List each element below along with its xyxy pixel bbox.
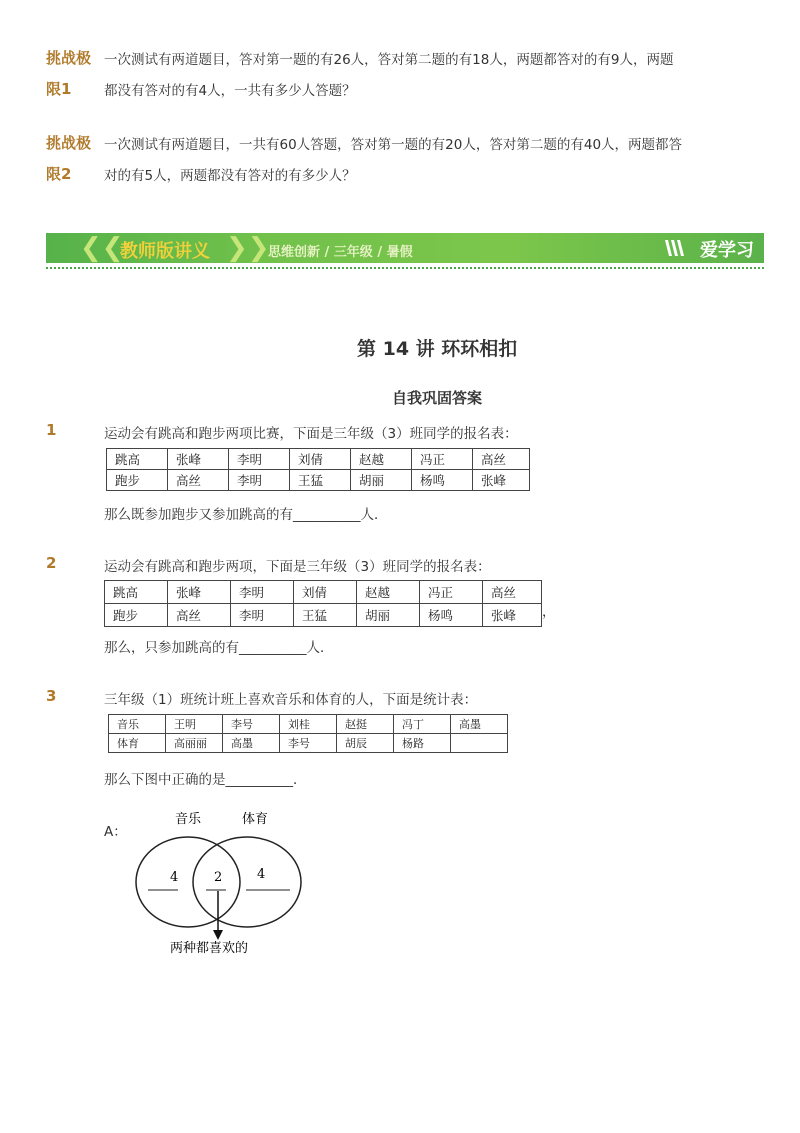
- question-prompt: 三年级（1）班统计班上喜欢音乐和体育的人，下面是统计表：: [104, 692, 478, 708]
- table-cell: 李号: [280, 734, 337, 753]
- music-circle: [136, 837, 240, 927]
- table-cell: 高丝: [473, 449, 530, 470]
- challenge-tag: 挑战极: [46, 134, 92, 152]
- question-number: 3: [46, 687, 57, 705]
- table-row: [109, 734, 508, 753]
- table-cell: 高墨: [223, 734, 280, 753]
- challenge-text: 都没有答对的有4人，一共有多少人答题？: [104, 83, 356, 99]
- table-cell: 高丝: [483, 581, 542, 604]
- banner-title: 教师版讲义: [120, 241, 210, 262]
- challenge-tag: 挑战极: [46, 49, 92, 67]
- table-cell: 王猛: [290, 470, 351, 491]
- venn-middle-value: 2: [214, 870, 223, 885]
- table-cell: 高丝: [168, 604, 231, 627]
- table-cell: 胡辰: [337, 734, 394, 753]
- lesson-title: 第 14 讲 环环相扣: [357, 338, 518, 360]
- table-row: [105, 581, 542, 604]
- lecture-banner: [46, 233, 764, 265]
- registration-table: [104, 580, 542, 627]
- challenge-text: 一次测试有两道题目，一共有60人答题，答对第一题的有20人，答对第二题的有40人，两题都答: [104, 137, 683, 153]
- table-cell: 体育: [109, 734, 166, 753]
- table-cell: 张峰: [168, 449, 229, 470]
- venn-right-value: 4: [257, 867, 266, 882]
- option-label: A：: [104, 824, 127, 840]
- arrow-down-icon: [213, 930, 223, 940]
- answer-line: 那么既参加跑步又参加跳高的有__________人．: [104, 507, 388, 523]
- table-cell: 高丽丽: [166, 734, 223, 753]
- table-cell: 跳高: [107, 449, 168, 470]
- question-prompt: 运动会有跳高和跑步两项比赛，下面是三年级（3）班同学的报名表：: [104, 426, 518, 442]
- table-cell: 赵挺: [337, 715, 394, 734]
- table-cell: 李明: [231, 581, 294, 604]
- table-cell: 跑步: [105, 604, 168, 627]
- table-cell: 李明: [229, 470, 290, 491]
- challenge-text: 对的有5人，两题都没有答对的有多少人？: [104, 168, 356, 184]
- challenge-text: 一次测试有两道题目，答对第一题的有26人，答对第二题的有18人，两题都答对的有9人，两题: [104, 52, 674, 68]
- table-cell: 冯丁: [394, 715, 451, 734]
- table-cell: 李号: [223, 715, 280, 734]
- table-cell: 杨路: [394, 734, 451, 753]
- challenge-tag: 限1: [46, 80, 72, 98]
- table-cell: 跳高: [105, 581, 168, 604]
- banner-subtitle: 思维创新 / 三年级 / 暑假: [268, 245, 413, 260]
- chevron-left-icon: ❮❮: [80, 233, 124, 263]
- table-cell: 高墨: [451, 715, 508, 734]
- brand-logo: 爱学习: [700, 240, 754, 261]
- table-cell: 刘倩: [294, 581, 357, 604]
- venn-arrow-caption: 两种都喜欢的: [170, 941, 249, 956]
- table-cell: 王明: [166, 715, 223, 734]
- table-row: [105, 604, 542, 627]
- table-cell: 冯正: [420, 581, 483, 604]
- trailing-mark: ，: [542, 604, 556, 620]
- table-row: [107, 470, 530, 491]
- answer-line: 那么下图中正确的是__________．: [104, 772, 307, 788]
- answer-line: 那么，只参加跳高的有__________人．: [104, 640, 334, 656]
- table-cell: 赵越: [357, 581, 420, 604]
- table-cell: 胡丽: [351, 470, 412, 491]
- registration-table: [106, 448, 530, 491]
- statistics-table: [108, 714, 508, 753]
- table-cell: 刘倩: [290, 449, 351, 470]
- banner-divider: [46, 267, 764, 269]
- table-cell: 杨鸣: [420, 604, 483, 627]
- venn-right-label: 体育: [242, 812, 269, 827]
- section-title: 自我巩固答案: [392, 389, 483, 407]
- table-cell: 胡丽: [357, 604, 420, 627]
- table-cell: 赵越: [351, 449, 412, 470]
- table-cell: 李明: [229, 449, 290, 470]
- question-number: 2: [46, 554, 57, 572]
- table-cell: 张峰: [483, 604, 542, 627]
- table-cell: 音乐: [109, 715, 166, 734]
- venn-diagram: [130, 805, 310, 960]
- table-cell: 高丝: [168, 470, 229, 491]
- table-cell: 李明: [231, 604, 294, 627]
- table-cell: [451, 734, 508, 753]
- challenge-tag: 限2: [46, 165, 72, 183]
- table-row: [109, 715, 508, 734]
- table-cell: 张峰: [168, 581, 231, 604]
- sports-circle: [193, 837, 301, 927]
- table-cell: 王猛: [294, 604, 357, 627]
- logo-icon: [664, 238, 686, 258]
- table-cell: 跑步: [107, 470, 168, 491]
- table-cell: 杨鸣: [412, 470, 473, 491]
- venn-left-label: 音乐: [175, 812, 202, 827]
- question-prompt: 运动会有跳高和跑步两项，下面是三年级（3）班同学的报名表：: [104, 559, 491, 575]
- question-number: 1: [46, 421, 57, 439]
- venn-left-value: 4: [170, 870, 179, 885]
- table-cell: 冯正: [412, 449, 473, 470]
- table-row: [107, 449, 530, 470]
- table-cell: 张峰: [473, 470, 530, 491]
- chevron-right-icon: ❯❯: [226, 233, 270, 263]
- table-cell: 刘桂: [280, 715, 337, 734]
